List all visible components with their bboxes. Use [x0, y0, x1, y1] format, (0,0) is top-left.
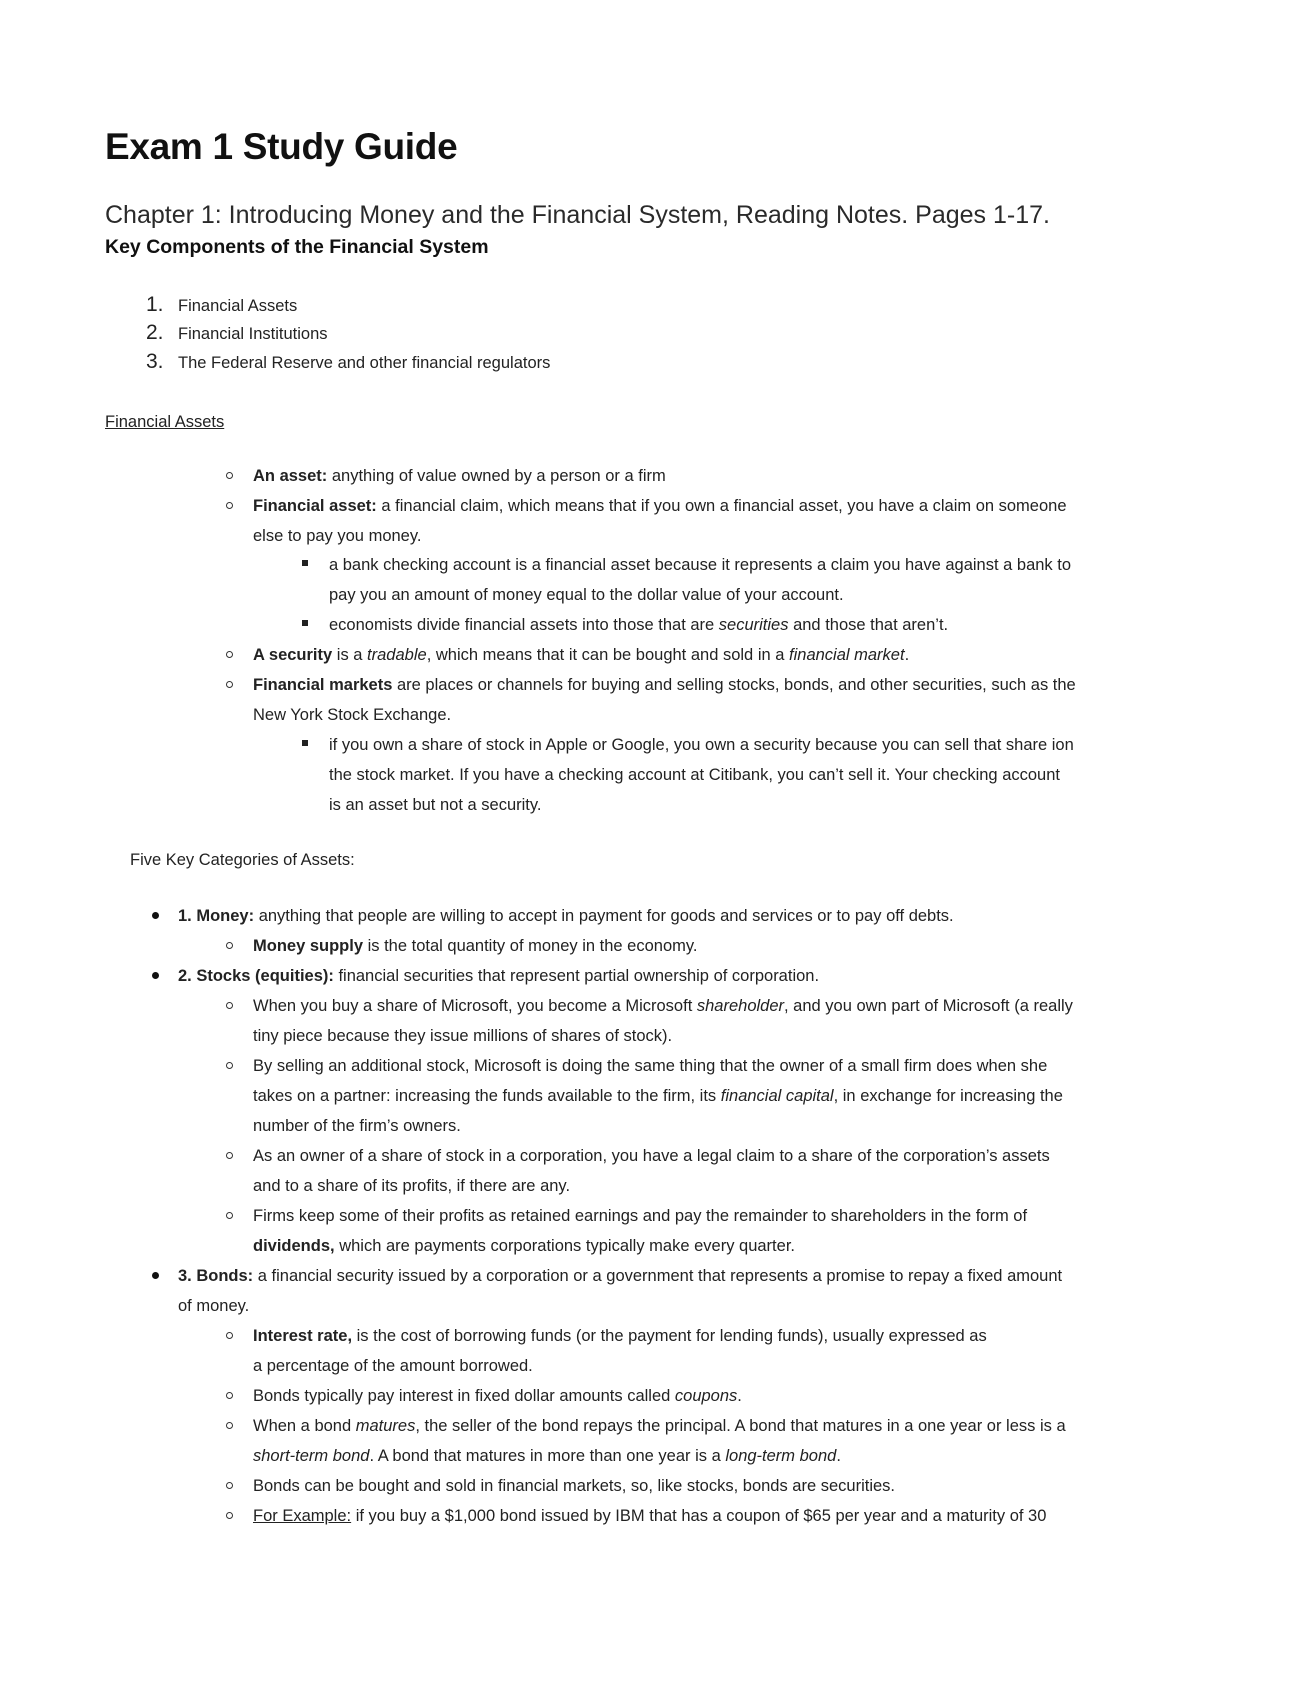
circle-bullet-icon	[226, 1212, 233, 1219]
list-item-continuation: dividends, which are payments corporations typically make every quarter.	[253, 1237, 795, 1255]
list-item-continuation: New York Stock Exchange.	[253, 706, 452, 724]
circle-bullet-icon	[226, 1062, 233, 1069]
list-item: For Example: if you buy a $1,000 bond issued by IBM that has a coupon of $65 per year and a maturity of 30	[253, 1507, 1047, 1525]
list-item-continuation: tiny piece because they issue millions of shares of stock).	[253, 1027, 673, 1045]
circle-bullet-icon	[226, 1152, 233, 1159]
list-item: When you buy a share of Microsoft, you become a Microsoft shareholder, and you own part of Microsoft (a really	[253, 997, 1073, 1015]
list-item: An asset: anything of value owned by a person or a firm	[253, 467, 666, 485]
list-item: Firms keep some of their profits as retained earnings and pay the remainder to shareholders in the form of	[253, 1207, 1028, 1225]
key-components-heading: Key Components of the Financial System	[105, 236, 489, 258]
list-item: 1. Money: anything that people are willing to accept in payment for goods and services or to pay off debts.	[178, 907, 954, 925]
list-item-continuation: number of the firm’s owners.	[253, 1117, 461, 1135]
list-item-continuation: the stock market. If you have a checking account at Citibank, you can’t sell it. Your checking account	[329, 766, 1060, 784]
circle-bullet-icon	[226, 681, 233, 688]
list-item-continuation: else to pay you money.	[253, 527, 422, 545]
circle-bullet-icon	[226, 502, 233, 509]
list-item: Financial Assets	[178, 297, 298, 315]
list-item: economists divide financial assets into those that are securities and those that aren’t.	[329, 616, 949, 634]
list-item-continuation: and to a share of its profits, if there are any.	[253, 1177, 571, 1195]
list-number: 3.	[146, 350, 164, 373]
five-key-heading: Five Key Categories of Assets:	[130, 851, 355, 869]
list-item: A security is a tradable, which means that it can be bought and sold in a financial market.	[253, 646, 910, 664]
disc-bullet-icon	[152, 1272, 159, 1279]
list-item: 3. Bonds: a financial security issued by a corporation or a government that represents a promise to repay a fixed amount	[178, 1267, 1063, 1285]
list-item-continuation: short-term bond. A bond that matures in more than one year is a long-term bond.	[253, 1447, 841, 1465]
list-number: 1.	[146, 293, 164, 316]
chapter-heading: Chapter 1: Introducing Money and the Financial System, Reading Notes. Pages 1-17.	[105, 201, 1050, 229]
list-item: if you own a share of stock in Apple or Google, you own a security because you can sell that share ion	[329, 736, 1074, 754]
list-item: Bonds typically pay interest in fixed dollar amounts called coupons.	[253, 1387, 742, 1405]
list-item: 2. Stocks (equities): financial securities that represent partial ownership of corporation.	[178, 967, 820, 985]
list-item: The Federal Reserve and other financial regulators	[178, 354, 551, 372]
list-item-continuation: a percentage of the amount borrowed.	[253, 1357, 533, 1375]
disc-bullet-icon	[152, 972, 159, 979]
disc-bullet-icon	[152, 912, 159, 919]
circle-bullet-icon	[226, 1512, 233, 1519]
page-title: Exam 1 Study Guide	[105, 126, 458, 167]
square-bullet-icon	[302, 560, 308, 566]
list-item: Money supply is the total quantity of money in the economy.	[253, 937, 698, 955]
circle-bullet-icon	[226, 472, 233, 479]
list-item-continuation: of money.	[178, 1297, 250, 1315]
financial-assets-heading: Financial Assets	[105, 413, 225, 431]
square-bullet-icon	[302, 620, 308, 626]
list-item: Bonds can be bought and sold in financial markets, so, like stocks, bonds are securities.	[253, 1477, 896, 1495]
list-item: Financial markets are places or channels for buying and selling stocks, bonds, and other securities, such as the	[253, 676, 1076, 694]
square-bullet-icon	[302, 740, 308, 746]
list-item: By selling an additional stock, Microsoft is doing the same thing that the owner of a small firm does when she	[253, 1057, 1048, 1075]
list-item: As an owner of a share of stock in a corporation, you have a legal claim to a share of the corporation’s assets	[253, 1147, 1050, 1165]
list-item: When a bond matures, the seller of the bond repays the principal. A bond that matures in a one year or less is a	[253, 1417, 1066, 1435]
list-item: Financial Institutions	[178, 325, 328, 343]
circle-bullet-icon	[226, 1392, 233, 1399]
circle-bullet-icon	[226, 1002, 233, 1009]
circle-bullet-icon	[226, 1332, 233, 1339]
circle-bullet-icon	[226, 651, 233, 658]
list-item-continuation: takes on a partner: increasing the funds available to the firm, its financial capital, in exchange for increasing the	[253, 1087, 1063, 1105]
circle-bullet-icon	[226, 1422, 233, 1429]
list-number: 2.	[146, 321, 164, 344]
list-item-continuation: is an asset but not a security.	[329, 796, 542, 814]
list-item-continuation: pay you an amount of money equal to the dollar value of your account.	[329, 586, 844, 604]
list-item: Financial asset: a financial claim, which means that if you own a financial asset, you have a claim on someone	[253, 497, 1067, 515]
list-item: Interest rate, is the cost of borrowing funds (or the payment for lending funds), usually expressed as	[253, 1327, 987, 1345]
circle-bullet-icon	[226, 1482, 233, 1489]
list-item: a bank checking account is a financial asset because it represents a claim you have against a bank to	[329, 556, 1072, 574]
circle-bullet-icon	[226, 942, 233, 949]
